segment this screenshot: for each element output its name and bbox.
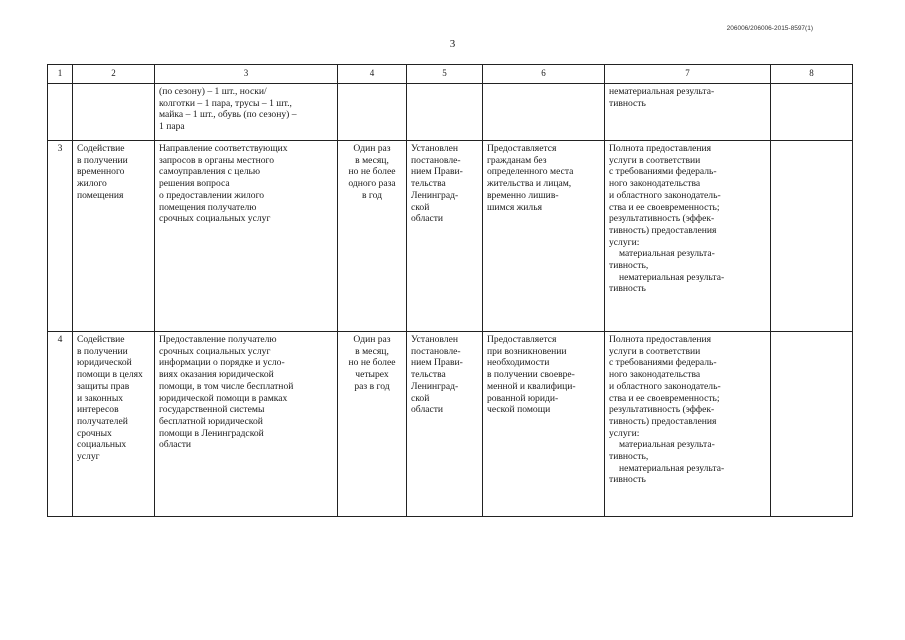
row-number [48, 84, 73, 141]
text-line: Содействие [77, 334, 125, 345]
text-line: ного законодательства [609, 178, 701, 190]
text-line: помощи, в том числе бесплатной [159, 380, 294, 392]
text-line: тивность [609, 97, 646, 109]
text-line: виях оказания юридической [159, 369, 274, 381]
text-line: в получении своевре- [487, 369, 575, 381]
column-header: 4 [338, 65, 407, 84]
service-description-cell [155, 141, 338, 332]
text-line: услуг [77, 451, 100, 463]
text-line: результативность (эффек- [609, 213, 715, 225]
text-line: защиты прав [77, 380, 130, 392]
table-row [48, 141, 853, 332]
text-line: в получении [77, 345, 128, 357]
text-line: помощи в целях [77, 369, 143, 381]
text-line: Содействие [77, 143, 125, 154]
text-line: гражданам без [487, 154, 547, 166]
quality-indicators-cell [605, 141, 771, 332]
text-line: о предоставлении жилого [159, 189, 265, 201]
text-line: в месяц, [355, 154, 389, 166]
text-line: жилого [77, 178, 107, 190]
text-line: нематериальная результа- [609, 86, 715, 97]
text-line: (по сезону) – 1 шт., носки/ [159, 86, 267, 97]
text-line: государственной системы [159, 404, 265, 416]
text-line: рованной юриди- [487, 392, 559, 404]
text-line: ного законодательства [609, 369, 701, 381]
service-name-cell [73, 332, 155, 517]
text-line: результативность (эффек- [609, 404, 715, 416]
text-line: в месяц, [355, 345, 389, 357]
column-header: 3 [155, 65, 338, 84]
text-line: юридической [77, 357, 132, 369]
services-table [47, 64, 853, 517]
text-line: юридической помощи в рамках [159, 392, 288, 404]
text-line: раз в год [354, 380, 390, 392]
text-line: интересов [77, 404, 119, 416]
text-line: области [411, 213, 444, 225]
column-header: 6 [483, 65, 605, 84]
text-line: нематериальная результа- [619, 271, 725, 283]
text-line: постановле- [411, 345, 461, 357]
text-line: определенного места [487, 166, 574, 178]
document-id: 206006/206006-2015-8597(1) [726, 25, 813, 32]
quality-indicators-cell [605, 332, 771, 517]
row-number: 3 [48, 141, 73, 332]
text-line: нием Прави- [411, 166, 463, 178]
text-line: жительства и лицам, [487, 178, 572, 190]
service-name-cell [73, 141, 155, 332]
regulation-cell [407, 141, 483, 332]
frequency-cell [338, 141, 407, 332]
text-line: Установлен [411, 334, 458, 345]
text-line: помещения получателю [159, 201, 257, 213]
text-line: Один раз [353, 334, 391, 345]
text-line: тивность [609, 283, 646, 295]
text-line: постановле- [411, 154, 461, 166]
text-line: временного [77, 166, 125, 178]
column-header: 7 [605, 65, 771, 84]
text-line: майка – 1 шт., обувь (по сезону) – [159, 109, 297, 121]
text-line: одного раза [348, 178, 396, 190]
column-header: 1 [48, 65, 73, 84]
text-line: с требованиями федераль- [609, 166, 717, 178]
text-line: Ленинград- [411, 380, 459, 392]
text-line: четырех [355, 369, 389, 381]
text-line: срочных социальных услуг [159, 345, 271, 357]
text-line: в получении [77, 154, 128, 166]
text-line: тивность) предоставления [609, 415, 717, 427]
text-line: колготки – 1 пара, трусы – 1 шт., [159, 97, 292, 109]
text-line: помощи в Ленинградской [159, 427, 264, 439]
text-line: ской [411, 392, 430, 404]
text-line: но не более [348, 357, 396, 369]
text-line: при возникновении [487, 345, 567, 357]
text-line: Установлен [411, 143, 458, 154]
column-header: 5 [407, 65, 483, 84]
header-row [48, 65, 853, 84]
column-8-cell [771, 332, 853, 517]
text-line: самоуправления с целью [159, 166, 261, 178]
text-line: услуги: [609, 427, 640, 439]
text-line: но не более [348, 166, 396, 178]
text-line: ства и ее своевременность; [609, 392, 720, 404]
text-line: Предоставление получателю [159, 334, 277, 345]
column-8-cell [771, 84, 853, 141]
recipients-cell [483, 141, 605, 332]
text-line: ческой помощи [487, 404, 551, 416]
text-line: шимся жилья [487, 201, 543, 213]
recipients-cell [483, 84, 605, 141]
service-description-cell [155, 332, 338, 517]
text-line: решения вопроса [159, 178, 230, 190]
quality-indicators-cell [605, 84, 771, 141]
text-line: помещения [77, 189, 124, 201]
text-line: нием Прави- [411, 357, 463, 369]
text-line: Один раз [353, 143, 391, 154]
text-line: области [159, 439, 192, 451]
text-line: необходимости [487, 357, 550, 369]
column-8-cell [771, 141, 853, 332]
text-line: услуги: [609, 236, 640, 248]
text-line: срочных социальных услуг [159, 213, 271, 225]
text-line: информации о порядке и усло- [159, 357, 285, 369]
text-line: материальная результа- [619, 248, 715, 260]
text-line: услуги в соответствии [609, 154, 701, 166]
text-line: нематериальная результа- [619, 462, 725, 474]
text-line: социальных [77, 439, 127, 451]
regulation-cell [407, 84, 483, 141]
row-number: 4 [48, 332, 73, 517]
text-line: бесплатной юридической [159, 415, 263, 427]
text-line: Предоставляется [487, 143, 557, 154]
text-line: получателей [77, 415, 128, 427]
column-header: 2 [73, 65, 155, 84]
frequency-cell [338, 84, 407, 141]
text-line: ской [411, 201, 430, 213]
text-line: Ленинград- [411, 189, 459, 201]
text-line: и областного законодатель- [609, 189, 721, 201]
regulation-cell [407, 332, 483, 517]
text-line: тельства [411, 369, 446, 381]
text-line: области [411, 404, 444, 416]
text-line: запросов в органы местного [159, 154, 275, 166]
text-line: услуги в соответствии [609, 345, 701, 357]
page-number: 3 [449, 38, 456, 50]
table-row [48, 332, 853, 517]
text-line: в год [361, 189, 383, 201]
text-line: и областного законодатель- [609, 380, 721, 392]
text-line: ства и ее своевременность; [609, 201, 720, 213]
service-name-cell [73, 84, 155, 141]
text-line: и законных [77, 392, 124, 404]
text-line: тельства [411, 178, 446, 190]
text-line: тивность) предоставления [609, 224, 717, 236]
text-line: тивность [609, 474, 646, 486]
recipients-cell [483, 332, 605, 517]
text-line: Направление соответствующих [159, 143, 288, 154]
text-line: срочных [77, 427, 112, 439]
frequency-cell [338, 332, 407, 517]
text-line: 1 пара [159, 121, 185, 133]
text-line: тивность, [609, 451, 649, 463]
text-line: материальная результа- [619, 439, 715, 451]
text-line: Полнота предоставления [609, 334, 712, 345]
text-line: Полнота предоставления [609, 143, 712, 154]
service-description-cell [155, 84, 338, 141]
text-line: Предоставляется [487, 334, 557, 345]
text-line: менной и квалифици- [487, 380, 576, 392]
table-row [48, 84, 853, 141]
text-line: тивность, [609, 260, 649, 272]
text-line: с требованиями федераль- [609, 357, 717, 369]
column-header: 8 [771, 65, 853, 84]
text-line: временно лишив- [487, 189, 559, 201]
